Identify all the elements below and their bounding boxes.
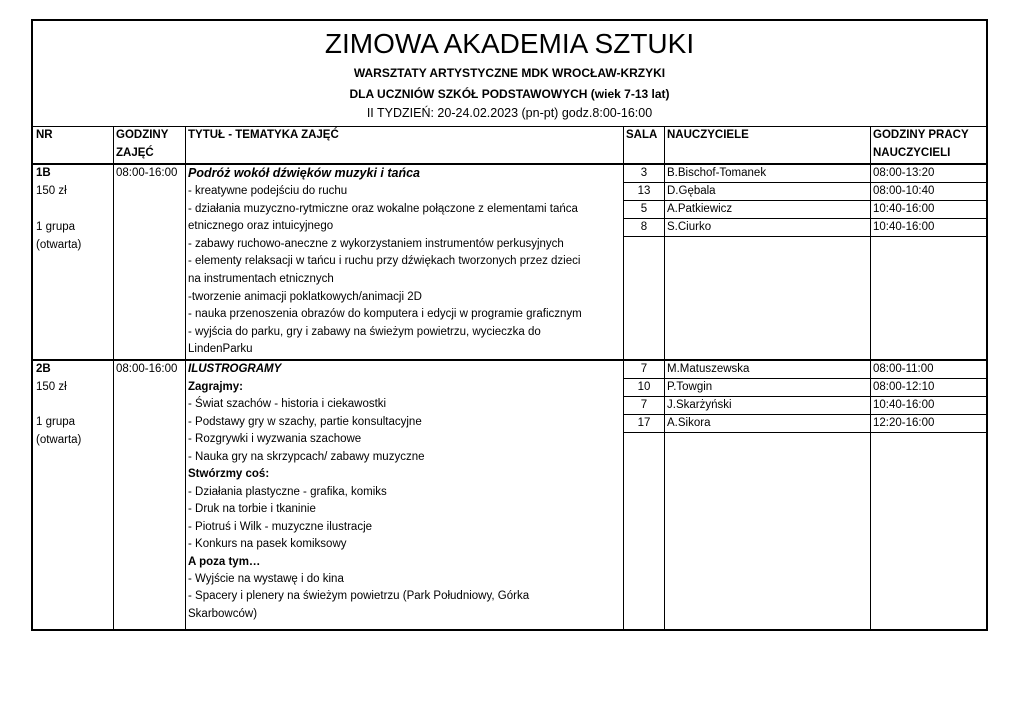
topic-line: LindenParku xyxy=(188,343,253,356)
row-price: 150 zł xyxy=(36,185,67,197)
topic-line: Skarbowców) xyxy=(188,607,258,620)
col-header-nauczyciele: NAUCZYCIELE xyxy=(667,129,749,141)
topic-line: - wyjścia do parku, gry i zabawy na świeżym powietrzu, wycieczka do xyxy=(188,325,541,338)
topic-line: - działania muzyczno-rytmiczne oraz wokalne połączone z elementami tańca xyxy=(188,202,578,215)
teacher-name: J.Skarżyński xyxy=(667,399,732,411)
page-title: ZIMOWA AKADEMIA SZTUKI xyxy=(324,28,695,59)
row-group: 1 grupa xyxy=(36,221,76,233)
teacher-hours: 08:00-12:10 xyxy=(873,381,935,393)
col-divider xyxy=(113,127,114,631)
topic-line: - Świat szachów - historia i ciekawostki xyxy=(188,398,387,411)
topic-line: - Spacery i plenery na świeżym powietrzu (Park Południowy, Górka xyxy=(188,590,530,603)
col-divider xyxy=(870,127,871,631)
header-divider xyxy=(33,126,986,127)
row-group-status: (otwarta) xyxy=(36,434,82,446)
teacher-hours: 08:00-11:00 xyxy=(873,363,934,375)
col-divider xyxy=(185,127,186,631)
schedule-sheet xyxy=(31,19,988,631)
teacher-hours: 10:40-16:00 xyxy=(873,221,935,233)
row-group: 1 grupa xyxy=(36,416,76,428)
col-header-nauczycieli: NAUCZYCIELI xyxy=(873,147,951,159)
teacher-name: S.Ciurko xyxy=(667,221,712,233)
teacher-name: D.Gębala xyxy=(667,185,716,197)
col-header-tytul: TYTUŁ - TEMATYKA ZAJĘĆ xyxy=(188,129,339,141)
topic-line: - nauka przenoszenia obrazów do komputera i edycji w programie graficznym xyxy=(188,308,582,321)
row-price: 150 zł xyxy=(36,381,67,393)
teacher-hours: 10:40-16:00 xyxy=(873,203,935,215)
teacher-hours: 10:40-16:00 xyxy=(873,399,935,411)
topic-line: Stwórzmy coś: xyxy=(188,468,270,481)
teacher-name: P.Towgin xyxy=(667,381,713,393)
topic-line: - Rozgrywki i wyzwania szachowe xyxy=(188,433,362,446)
col-header-godziny: GODZINY xyxy=(116,129,169,141)
col-header-sala: SALA xyxy=(626,129,658,141)
topic-line: - Podstawy gry w szachy, partie konsultacyjne xyxy=(188,415,422,428)
teacher-hours: 08:00-13:20 xyxy=(873,167,935,179)
subtitle-dates: II TYDZIEŃ: 20-24.02.2023 (pn-pt) godz.8:00-16:00 xyxy=(366,106,653,120)
row-nr: 2B xyxy=(36,363,51,375)
topic-line: -tworzenie animacji poklatkowych/animacji 2D xyxy=(188,290,422,303)
topic-line: - Piotruś i Wilk - muzyczne ilustracje xyxy=(188,520,373,533)
topic-line: - Druk na torbie i tkaninie xyxy=(188,503,316,516)
topic-line: - Nauka gry na skrzypcach/ zabawy muzyczne xyxy=(188,450,425,463)
row-group-status: (otwarta) xyxy=(36,239,82,251)
room-number: 17 xyxy=(637,417,651,429)
room-number: 10 xyxy=(637,381,651,393)
teacher-row-divider xyxy=(623,432,988,433)
room-number: 3 xyxy=(640,167,648,179)
room-number: 7 xyxy=(640,363,648,375)
topic-line: - elementy relaksacji w tańcu i ruchu przy dźwiękach tworzonych przez dzieci xyxy=(188,255,581,268)
room-number: 5 xyxy=(640,203,648,215)
topic-line: na instrumentach etnicznych xyxy=(188,273,334,285)
col-header-nr: NR xyxy=(36,129,53,141)
teacher-row-divider xyxy=(623,236,988,237)
document-header xyxy=(33,21,986,127)
topic-line: - kreatywne podejściu do ruchu xyxy=(188,185,348,197)
subtitle-workshops: WARSZTATY ARTYSTYCZNE MDK WROCŁAW-KRZYKI xyxy=(353,66,666,80)
room-number: 7 xyxy=(640,399,648,411)
col-header-godziny-pracy: GODZINY PRACY xyxy=(873,129,969,141)
topic-line: - zabawy ruchowo-aneczne z wykorzystaniem instrumentów perkusyjnych xyxy=(188,237,564,250)
teacher-name: M.Matuszewska xyxy=(667,363,750,375)
topic-line: etnicznego oraz intuicyjnego xyxy=(188,220,334,233)
row-hours: 08:00-16:00 xyxy=(116,167,178,179)
teacher-hours: 12:20-16:00 xyxy=(873,417,935,429)
room-number: 8 xyxy=(640,221,648,233)
teacher-name: A.Sikora xyxy=(667,417,711,429)
col-divider xyxy=(664,127,665,631)
teacher-name: A.Patkiewicz xyxy=(667,203,733,215)
row-title: Podróż wokół dźwięków muzyki i tańca xyxy=(188,166,420,180)
topic-line: - Konkurs na pasek komiksowy xyxy=(188,538,347,551)
topic-line: A poza tym… xyxy=(188,555,261,568)
topic-line: - Wyjście na wystawę i do kina xyxy=(188,572,344,585)
row-hours: 08:00-16:00 xyxy=(116,363,178,375)
row-title: ILUSTROGRAMY xyxy=(188,363,282,375)
topic-line: Zagrajmy: xyxy=(188,381,243,393)
teacher-hours: 08:00-10:40 xyxy=(873,185,935,197)
subtitle-audience: DLA UCZNIÓW SZKÓŁ PODSTAWOWYCH (wiek 7-13 lat) xyxy=(349,87,670,101)
col-divider xyxy=(623,127,624,631)
topic-line: - Działania plastyczne - grafika, komiks xyxy=(188,485,387,498)
room-number: 13 xyxy=(637,185,651,197)
teacher-name: B.Bischof-Tomanek xyxy=(667,167,767,179)
row-nr: 1B xyxy=(36,167,51,179)
col-header-zajec: ZAJĘĆ xyxy=(116,147,154,159)
